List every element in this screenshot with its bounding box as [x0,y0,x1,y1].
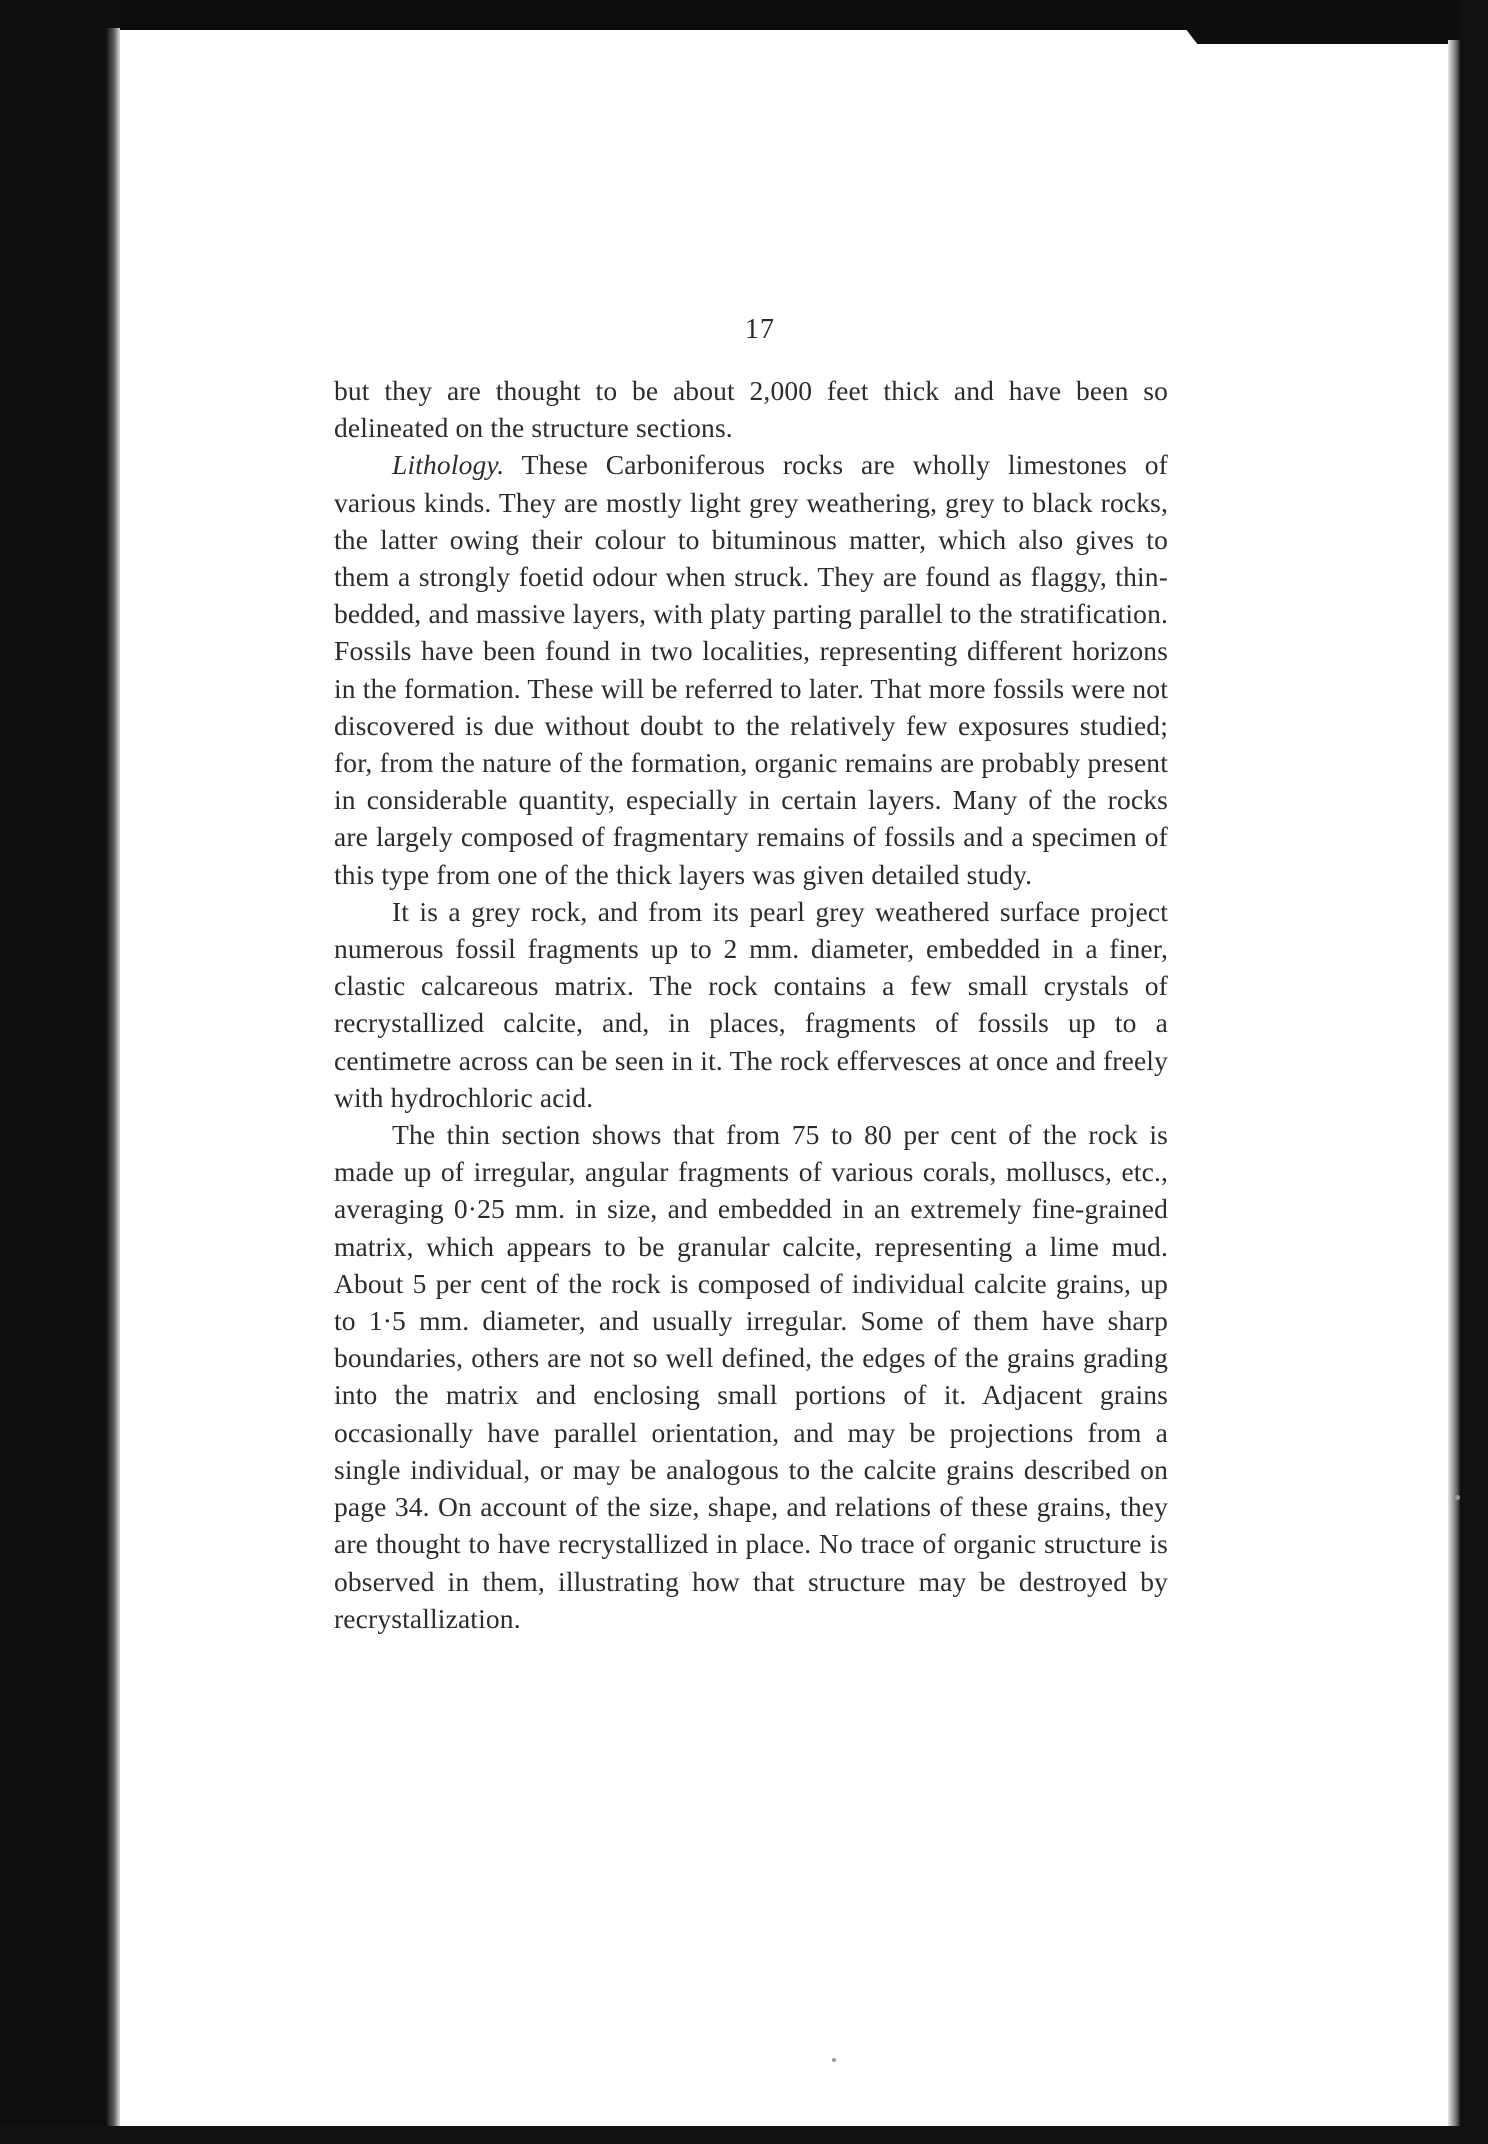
paragraph-text: It is a grey rock, and from its pearl grey weathered surface project numerous fossil fragments up to 2 mm. diameter, embedded in a finer, clastic calcareous matrix. The rock contains a few small crystals of recrystallized calcite, and, in places, fragments of fossils up to a centimetre across can be seen in it. The rock effervesces at once and freely with hydrochloric acid. [334,895,1168,1113]
paper-speck [832,2058,836,2062]
paragraph-thin-section [334,1116,1168,1637]
paragraph-text: but they are thought to be about 2,000 feet thick and have been so delineated on the structure sections. [334,375,1168,444]
page-body [334,372,1168,1637]
paragraph-text: The thin section shows that from 75 to 80 per cent of the rock is made up of irregular, angular fragments of various corals, molluscs, etc., averaging 0·25 mm. in size, and embedded in an extremely fine-grained matrix, which appears to be granular calcite, representing a lime mud. About 5 per cent of the rock is composed of individual calcite grains, up to 1·5 mm. diameter, and usually irregular. Some of them have sharp boundaries, others are not so well defined, the edges of the grains grading into the matrix and enclosing small portions of it. Adjacent grains occasionally have parallel orientation, and may be projections from a single individual, or may be analogous to the calcite grains described on page 34. On account of the size, shape, and relations of these grains, they are thought to have recrystallized in place. No trace of organic structure is observed in them, illustrating how that structure may be destroyed by recrystallization. [334,1119,1168,1634]
page-right-edge [1448,40,1460,2144]
paragraph-continuation [334,372,1168,446]
paragraph-text: These Carboniferous rocks are wholly limestones of various kinds. They are mostly light grey weathering, grey to black rocks, the latter owing their colour to bituminous matter, which also gives to them a strongly foetid odour when struck. They are found as flaggy, thin-bedded, and massive layers, with platy parting parallel to the stratification. Fossils have been found in two localities, representing different horizons in the formation. These will be referred to later. That more fossils were not discovered is due without doubt to the relatively few exposures studied; for, from the nature of the formation, organic remains are probably present in considerable quantity, especially in certain layers. Many of the rocks are largely composed of fragmentary remains of fossils and a specimen of this type from one of the thick layers was given detailed study. [334,449,1168,890]
page-number: 17 [745,314,775,345]
scan-border-top-right [1150,0,1488,44]
scan-border-left [0,0,120,2144]
section-heading-lithology: Lithology. [392,449,505,481]
scan-border-bottom [0,2126,1488,2144]
paragraph-specimen [334,893,1168,1116]
scan-border-right [1460,0,1488,2144]
page-left-edge [106,28,120,2144]
paragraph-lithology [334,446,1168,892]
paper-speck [1455,1495,1460,1500]
